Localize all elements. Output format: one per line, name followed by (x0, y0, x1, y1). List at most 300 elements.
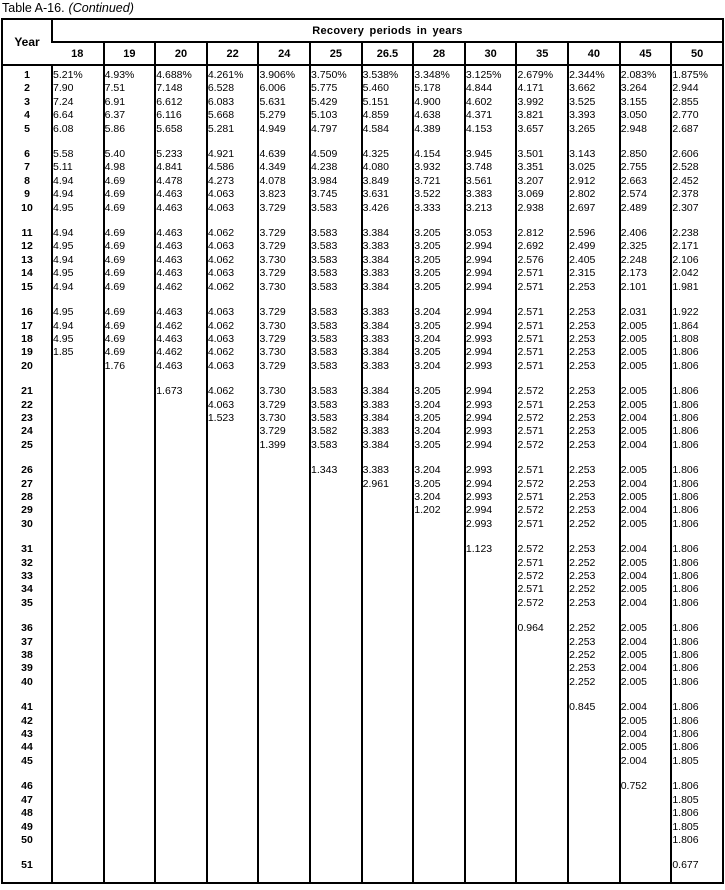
year-cell: 33 (21, 570, 33, 582)
value-cell: 2.004 (620, 636, 672, 649)
value-cell (104, 636, 156, 649)
year-cell: 2 (24, 82, 30, 95)
value-cell (413, 649, 465, 662)
value-cell (258, 780, 310, 793)
spacer-cell (258, 373, 310, 385)
value-cell (258, 597, 310, 610)
spacer-cell (620, 452, 672, 464)
value-cell: 2.993 (465, 360, 517, 373)
value-cell (207, 543, 259, 556)
spacer-cell (310, 215, 362, 227)
value-cell (207, 583, 259, 596)
value-cell (52, 859, 104, 872)
value-cell: 4.95 (52, 333, 104, 346)
value-cell: 2.528 (671, 161, 723, 174)
value-cell (413, 834, 465, 847)
value-cell (155, 676, 207, 689)
table-row (2, 557, 723, 570)
spacer-cell (671, 873, 723, 883)
spacer-cell (258, 689, 310, 701)
value-cell (155, 755, 207, 768)
spacer-cell (52, 531, 104, 543)
value-cell (465, 834, 517, 847)
value-cell: 4.509 (310, 148, 362, 161)
table-row (2, 701, 723, 714)
year-cell: 27 (21, 477, 33, 490)
value-cell (568, 807, 620, 820)
value-cell (155, 859, 207, 872)
spacer-cell (258, 768, 310, 780)
value-cell: 3.561 (465, 175, 517, 188)
value-cell: 2.576 (516, 254, 568, 267)
value-cell (310, 834, 362, 847)
value-cell (207, 425, 259, 438)
value-cell: 2.571 (516, 491, 568, 504)
year-cell: 17 (21, 319, 33, 332)
year-cell: 8 (24, 174, 30, 187)
value-cell: 2.571 (516, 425, 568, 438)
value-cell (155, 715, 207, 728)
value-cell: 2.606 (671, 148, 723, 161)
value-cell: 3.205 (413, 281, 465, 294)
spacer-cell (413, 610, 465, 622)
value-cell (155, 821, 207, 834)
value-cell (258, 518, 310, 531)
value-cell: 2.101 (620, 281, 672, 294)
table-row (2, 123, 723, 136)
value-cell: 3.729 (258, 240, 310, 253)
value-cell: 2.994 (465, 385, 517, 398)
value-cell (310, 755, 362, 768)
value-cell: 2.004 (620, 701, 672, 714)
spacer-cell (620, 294, 672, 306)
value-cell (207, 662, 259, 675)
value-cell (155, 491, 207, 504)
value-cell (52, 794, 104, 807)
value-cell (258, 715, 310, 728)
value-cell: 0.964 (516, 622, 568, 635)
value-cell (258, 834, 310, 847)
value-cell (155, 478, 207, 491)
value-cell (207, 676, 259, 689)
value-cell: 2.993 (465, 491, 517, 504)
value-cell (52, 412, 104, 425)
value-cell: 3.729 (258, 360, 310, 373)
value-cell (413, 622, 465, 635)
value-cell: 1.806 (671, 636, 723, 649)
table-row (2, 807, 723, 820)
value-cell (155, 557, 207, 570)
value-cell: 2.252 (568, 583, 620, 596)
value-cell: 2.005 (620, 518, 672, 531)
spacer-cell (465, 847, 517, 859)
value-cell (413, 636, 465, 649)
value-cell: 2.994 (465, 240, 517, 253)
value-cell: 1.806 (671, 570, 723, 583)
value-cell (155, 570, 207, 583)
value-cell: 1.806 (671, 807, 723, 820)
value-cell: 6.37 (104, 109, 156, 122)
value-cell: 2.005 (620, 649, 672, 662)
spacer-cell (620, 847, 672, 859)
value-cell (413, 557, 465, 570)
table-row (2, 254, 723, 267)
value-cell (310, 649, 362, 662)
value-cell (465, 597, 517, 610)
value-cell (258, 741, 310, 754)
value-cell: 1.806 (671, 425, 723, 438)
value-cell: 1.806 (671, 478, 723, 491)
value-cell: 2.993 (465, 399, 517, 412)
value-cell: 4.371 (465, 109, 517, 122)
value-cell: 3.204 (413, 464, 465, 477)
value-cell: 2.083% (620, 69, 672, 82)
value-cell (52, 425, 104, 438)
value-cell (413, 741, 465, 754)
value-cell: 2.571 (516, 333, 568, 346)
value-cell: 5.631 (258, 96, 310, 109)
value-cell: 2.253 (568, 333, 620, 346)
spacer-cell (413, 452, 465, 464)
value-cell (155, 728, 207, 741)
value-cell (207, 478, 259, 491)
spacer-cell (671, 610, 723, 622)
spacer-cell (104, 294, 156, 306)
spacer-cell (620, 531, 672, 543)
value-cell: 3.849 (362, 175, 414, 188)
value-cell (104, 649, 156, 662)
value-cell (362, 583, 414, 596)
value-cell: 2.005 (620, 320, 672, 333)
spacer-cell (310, 452, 362, 464)
value-cell: 2.993 (465, 425, 517, 438)
value-cell (310, 557, 362, 570)
year-cell: 40 (21, 675, 33, 688)
value-cell: 1.806 (671, 715, 723, 728)
value-cell: 2.253 (568, 504, 620, 517)
value-cell (155, 464, 207, 477)
value-cell: 2.004 (620, 543, 672, 556)
value-cell: 4.94 (52, 175, 104, 188)
spacer-cell (465, 768, 517, 780)
table-row (2, 385, 723, 398)
value-cell: 2.252 (568, 622, 620, 635)
table-row (2, 360, 723, 373)
spacer-cell (155, 531, 207, 543)
value-cell: 2.855 (671, 96, 723, 109)
spacer-cell (568, 294, 620, 306)
year-cell: 44 (21, 741, 33, 754)
value-cell: 2.571 (516, 281, 568, 294)
value-cell: 3.748 (465, 161, 517, 174)
value-cell: 2.571 (516, 399, 568, 412)
value-cell (258, 755, 310, 768)
spacer-cell (104, 768, 156, 780)
table-row (2, 109, 723, 122)
value-cell (258, 478, 310, 491)
value-cell: 3.745 (310, 188, 362, 201)
group-gap-row (2, 452, 723, 464)
value-cell: 1.343 (310, 464, 362, 477)
value-cell: 2.253 (568, 320, 620, 333)
value-cell (413, 662, 465, 675)
value-cell (413, 755, 465, 768)
value-cell: 4.69 (104, 281, 156, 294)
value-cell: 3.053 (465, 227, 517, 240)
period-header: 24 (258, 42, 310, 65)
spacer-cell (207, 531, 259, 543)
group-gap-row (2, 847, 723, 859)
value-cell: 3.522 (413, 188, 465, 201)
value-cell: 4.841 (155, 161, 207, 174)
spacer-cell (516, 136, 568, 148)
value-cell: 2.005 (620, 715, 672, 728)
spacer-cell (104, 610, 156, 622)
value-cell (52, 583, 104, 596)
value-cell: 3.583 (310, 306, 362, 319)
value-cell: 3.213 (465, 202, 517, 215)
table-row (2, 96, 723, 109)
value-cell: 2.253 (568, 662, 620, 675)
value-cell: 3.384 (362, 385, 414, 398)
value-cell: 3.729 (258, 399, 310, 412)
value-cell: 3.383 (362, 399, 414, 412)
value-cell: 4.69 (104, 240, 156, 253)
value-cell (258, 662, 310, 675)
value-cell: 4.584 (362, 123, 414, 136)
value-cell: 3.729 (258, 202, 310, 215)
spacer-cell (258, 452, 310, 464)
value-cell: 4.389 (413, 123, 465, 136)
value-cell (516, 741, 568, 754)
value-cell (258, 622, 310, 635)
spacer-cell (104, 373, 156, 385)
value-cell: 3.383 (362, 464, 414, 477)
value-cell (52, 385, 104, 398)
value-cell: 2.770 (671, 109, 723, 122)
spacer-cell (516, 847, 568, 859)
value-cell (155, 583, 207, 596)
value-cell (258, 557, 310, 570)
value-cell (620, 807, 672, 820)
value-cell: 1.806 (671, 491, 723, 504)
value-cell: 2.406 (620, 227, 672, 240)
year-cell: 37 (21, 635, 33, 648)
value-cell: 2.572 (516, 543, 568, 556)
value-cell: 3.351 (516, 161, 568, 174)
table-row (2, 478, 723, 491)
value-cell (52, 478, 104, 491)
spacer-cell (620, 768, 672, 780)
value-cell: 2.106 (671, 254, 723, 267)
value-cell (362, 491, 414, 504)
value-cell: 5.21% (52, 69, 104, 82)
value-cell (568, 755, 620, 768)
value-cell (52, 399, 104, 412)
value-cell (52, 728, 104, 741)
value-cell: 2.994 (465, 439, 517, 452)
value-cell (362, 715, 414, 728)
value-cell: 3.143 (568, 148, 620, 161)
value-cell: 2.005 (620, 622, 672, 635)
value-cell (516, 780, 568, 793)
spacer-cell (568, 768, 620, 780)
value-cell: 2.253 (568, 281, 620, 294)
value-cell: 2.692 (516, 240, 568, 253)
spacer-cell (2, 873, 52, 883)
value-cell: 3.583 (310, 320, 362, 333)
value-cell: 2.005 (620, 464, 672, 477)
value-cell (207, 728, 259, 741)
spacer-cell (2, 768, 52, 780)
value-cell (310, 636, 362, 649)
year-cell: 26 (21, 464, 33, 477)
period-header: 22 (207, 42, 259, 65)
value-cell: 2.572 (516, 385, 568, 398)
value-cell: 4.463 (155, 254, 207, 267)
value-cell: 2.755 (620, 161, 672, 174)
value-cell: 2.253 (568, 306, 620, 319)
value-cell: 2.005 (620, 557, 672, 570)
value-cell: 2.253 (568, 478, 620, 491)
table-row (2, 240, 723, 253)
value-cell: 1.806 (671, 834, 723, 847)
year-cell: 24 (21, 425, 33, 438)
value-cell: 4.478 (155, 175, 207, 188)
value-cell: 4.462 (155, 281, 207, 294)
value-cell (52, 504, 104, 517)
year-cell: 23 (21, 411, 33, 424)
value-cell (516, 662, 568, 675)
value-cell: 3.383 (362, 267, 414, 280)
value-cell: 3.204 (413, 333, 465, 346)
value-cell: 1.806 (671, 518, 723, 531)
value-cell: 3.155 (620, 96, 672, 109)
value-cell (258, 504, 310, 517)
value-cell: 5.279 (258, 109, 310, 122)
value-cell: 4.94 (52, 227, 104, 240)
value-cell: 3.750% (310, 69, 362, 82)
value-cell: 4.463 (155, 202, 207, 215)
table-title-main: Table A-16. (2, 1, 65, 15)
spacer-cell (2, 531, 52, 543)
value-cell (310, 821, 362, 834)
value-cell (52, 701, 104, 714)
value-cell: 3.333 (413, 202, 465, 215)
spacer-cell (362, 452, 414, 464)
spacer-cell (155, 768, 207, 780)
spacer-cell (620, 373, 672, 385)
value-cell (413, 728, 465, 741)
value-cell (52, 715, 104, 728)
value-cell: 4.94 (52, 254, 104, 267)
spacer-cell (207, 215, 259, 227)
value-cell: 4.69 (104, 188, 156, 201)
value-cell: 4.69 (104, 175, 156, 188)
value-cell (310, 543, 362, 556)
value-cell: 4.062 (207, 254, 259, 267)
value-cell: 3.583 (310, 385, 362, 398)
group-gap-row (2, 373, 723, 385)
value-cell: 3.204 (413, 399, 465, 412)
spacer-cell (516, 768, 568, 780)
spacer-cell (413, 294, 465, 306)
value-cell: 5.151 (362, 96, 414, 109)
value-cell: 3.205 (413, 346, 465, 359)
spacer-cell (465, 873, 517, 883)
value-cell (413, 543, 465, 556)
table-row (2, 346, 723, 359)
value-cell: 3.583 (310, 281, 362, 294)
value-cell: 2.253 (568, 412, 620, 425)
value-cell: 2.572 (516, 597, 568, 610)
spacer-cell (207, 873, 259, 883)
value-cell: 6.083 (207, 96, 259, 109)
spacer-cell (104, 136, 156, 148)
value-cell: 2.993 (465, 464, 517, 477)
value-cell: 3.204 (413, 306, 465, 319)
value-cell (104, 570, 156, 583)
spacer-cell (155, 373, 207, 385)
year-cell: 14 (21, 267, 33, 280)
value-cell: 4.844 (465, 82, 517, 95)
value-cell: 2.005 (620, 741, 672, 754)
value-cell: 4.69 (104, 320, 156, 333)
value-cell: 2.596 (568, 227, 620, 240)
value-cell (104, 464, 156, 477)
value-cell: 4.063 (207, 306, 259, 319)
period-header: 26.5 (362, 42, 414, 65)
value-cell: 4.063 (207, 399, 259, 412)
value-cell: 3.730 (258, 412, 310, 425)
value-cell (362, 597, 414, 610)
value-cell: 5.658 (155, 123, 207, 136)
spacer-cell (671, 373, 723, 385)
value-cell: 1.806 (671, 346, 723, 359)
spacer-cell (2, 294, 52, 306)
spacer-cell (2, 452, 52, 464)
spacer-cell (310, 373, 362, 385)
value-cell: 3.730 (258, 346, 310, 359)
value-cell (207, 715, 259, 728)
value-cell (310, 570, 362, 583)
year-cell: 3 (24, 95, 30, 108)
value-cell: 4.078 (258, 175, 310, 188)
value-cell: 3.205 (413, 227, 465, 240)
value-cell: 3.125% (465, 69, 517, 82)
value-cell (413, 807, 465, 820)
value-cell: 1.806 (671, 701, 723, 714)
spacer-cell (155, 847, 207, 859)
value-cell: 1.806 (671, 543, 723, 556)
value-cell: 4.900 (413, 96, 465, 109)
value-cell: 4.463 (155, 240, 207, 253)
spacer-cell (516, 531, 568, 543)
value-cell (52, 821, 104, 834)
value-cell: 2.004 (620, 478, 672, 491)
spacer-cell (310, 847, 362, 859)
value-cell: 2.812 (516, 227, 568, 240)
spacer-cell (620, 689, 672, 701)
value-cell: 4.95 (52, 267, 104, 280)
value-cell: 2.938 (516, 202, 568, 215)
spacer-cell (258, 215, 310, 227)
value-cell: 2.993 (465, 333, 517, 346)
spacer-cell (155, 873, 207, 883)
value-cell (258, 676, 310, 689)
value-cell: 4.463 (155, 267, 207, 280)
value-cell (207, 439, 259, 452)
